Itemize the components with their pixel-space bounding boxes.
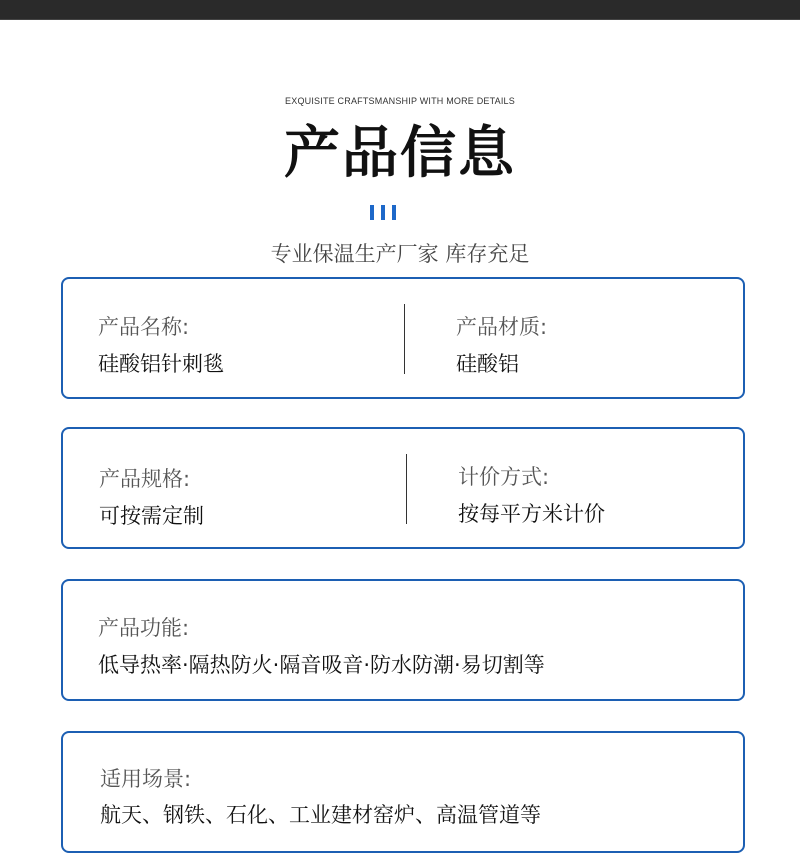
product-spec-value: 可按需定制 <box>99 504 204 528</box>
application-value: 航天、钢铁、石化、工业建材窑炉、高温管道等 <box>100 803 541 827</box>
pricing-method-label: 计价方式: <box>458 465 550 489</box>
info-card-application <box>61 731 745 853</box>
page-title: 产品信息 <box>284 121 516 186</box>
product-function-value: 低导热率·隔热防火·隔音吸音·防水防潮·易切割等 <box>98 653 545 677</box>
decor-bar <box>392 205 396 220</box>
info-card-name-material <box>61 277 745 399</box>
info-card-function <box>61 579 745 701</box>
top-dark-band <box>0 0 800 20</box>
decor-bar <box>370 205 374 220</box>
product-function-label: 产品功能: <box>98 616 190 640</box>
product-name-value: 硅酸铝针刺毯 <box>98 352 224 376</box>
decor-bar <box>381 205 385 220</box>
product-name-label: 产品名称: <box>98 315 190 339</box>
product-material-value: 硅酸铝 <box>456 352 519 376</box>
eyebrow-text: EXQUISITE CRAFTSMANSHIP WITH MORE DETAILS <box>285 96 515 106</box>
card-divider <box>404 304 405 374</box>
product-spec-label: 产品规格: <box>99 467 191 491</box>
product-material-label: 产品材质: <box>456 315 548 339</box>
card-divider <box>406 454 407 524</box>
page-subtitle: 专业保温生产厂家 库存充足 <box>270 242 530 266</box>
application-label: 适用场景: <box>100 767 192 791</box>
pricing-method-value: 按每平方米计价 <box>458 502 605 526</box>
info-card-spec-pricing <box>61 427 745 549</box>
title-bars-decoration <box>370 205 396 220</box>
